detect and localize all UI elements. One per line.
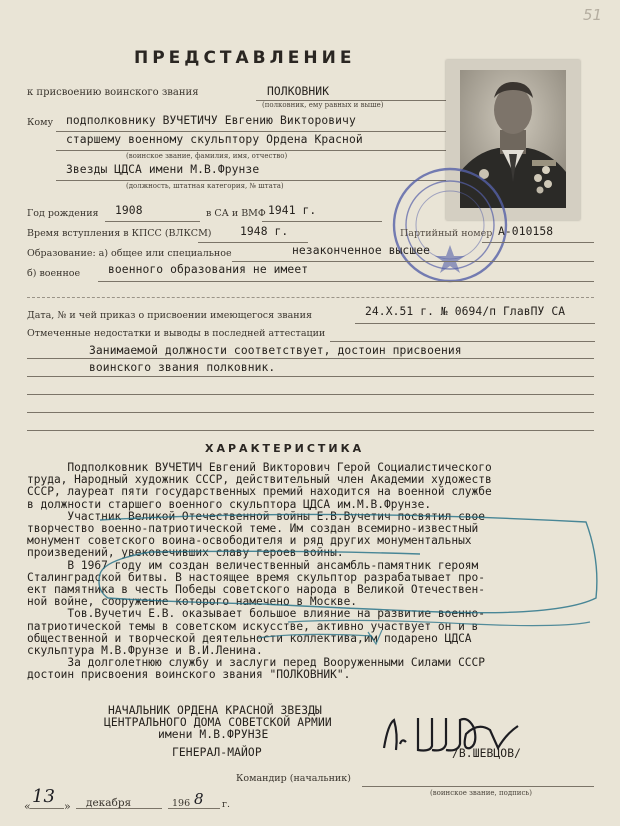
char-line: общественной и творческой деятельности коллектива,им подарено ЦДСА [27, 631, 472, 645]
whom-label: Кому [27, 117, 54, 128]
char-line: монумент советского воина-освободителя и ряд других монументальных [27, 534, 472, 548]
whom-line1: подполковнику ВУЧЕТИЧУ Евгению Викторовичу [66, 114, 356, 127]
education-military-value: военного образования не имеет [108, 263, 309, 276]
characteristic-title: ХАРАКТЕРИСТИКА [205, 442, 365, 455]
whom-line3: Звезды ЦДСА имени М.В.Фрунзе [66, 163, 260, 176]
signatory-line2: ЦЕНТРАЛЬНОГО ДОМА СОВЕТСКОЙ АРМИИ [104, 716, 332, 729]
birth-value: 1908 [115, 204, 143, 217]
rank-value: ПОЛКОВНИК [267, 85, 330, 98]
signatory-line1: НАЧАЛЬНИК ОРДЕНА КРАСНОЙ ЗВЕЗДЫ [108, 704, 322, 717]
char-line: Подполковник ВУЧЕТИЧ Евгений Викторович Герой Социалистического [27, 461, 492, 474]
char-line: ект памятника в честь Победы советского народа в Великой Отечествен- [27, 583, 486, 597]
date-year-unit: г. [222, 799, 230, 810]
char-line: За долголетнюю службу и заслуги перед Вооруженными Силами СССР [27, 656, 486, 670]
official-stamp [385, 160, 515, 290]
date-year-suffix: 8 [194, 790, 204, 808]
rank-caption: (полковник, ему равных и выше) [262, 101, 384, 109]
order-label: Дата, № и чей приказ о присвоении имеющегося звания [27, 310, 312, 321]
education-general-label: Образование: а) общее или специальное [27, 248, 232, 259]
char-line: творчество военно-патриотической теме. Им создан всемирно-известный [27, 522, 479, 536]
order-value: 24.Х.51 г. № 0694/п ГлавПУ СА [365, 305, 566, 318]
whom-line2: старшему военному скульптору Ордена Красной [66, 133, 363, 146]
quote-close: » [64, 800, 71, 813]
birth-label: Год рождения [27, 208, 99, 219]
char-line: труда, Народный художник СССР, действительный член Академии художеств [27, 473, 492, 487]
quote-open: « [24, 800, 31, 813]
party-number-value: А-010158 [498, 225, 554, 238]
char-line: скульптура М.В.Фрунзе и В.И.Ленина. [27, 644, 263, 658]
party-label: Время вступления в КПСС (ВЛКСМ) [27, 228, 212, 239]
characteristic-body [27, 462, 602, 682]
attestation-line1: Занимаемой должности соответствует, достоин присвоения [89, 344, 462, 357]
char-line: Тов.Вучетич Е.В. оказывает большое влияние на развитие военно- [27, 607, 486, 621]
attestation-label: Отмеченные недостатки и выводы в последней аттестации [27, 328, 326, 339]
char-line: ной войне, сооружение которого намечено в Москве. [27, 595, 358, 609]
signatory-name: /В.ШЕВЦОВ/ [452, 747, 522, 760]
char-line: СССР, лауреат пяти государственных премий находится на военной службе [27, 485, 492, 499]
char-line: достоин присвоения воинского звания "ПОЛКОВНИК". [27, 668, 351, 682]
whom-caption2: (должность, штатная категория, № штата) [126, 182, 284, 190]
signature [378, 704, 528, 764]
attestation-line2: воинского звания полковник. [89, 361, 276, 374]
archive-number: 51 [583, 6, 603, 24]
char-line: В 1967 году им создан величественный ансамбль-памятник героям [27, 558, 479, 572]
document-title: ПРЕДСТАВЛЕНИЕ [134, 48, 356, 68]
service-label: в СА и ВМФ [206, 208, 266, 219]
signatory-line3: имени М.В.ФРУНЗЕ [158, 728, 269, 741]
service-value: 1941 г. [268, 204, 317, 217]
char-line: в должности старшего военного скульптора ЦДСА им.М.В.Фрунзе. [27, 497, 432, 511]
date-year-prefix: 196 [172, 798, 191, 809]
education-military-label: б) военное [27, 268, 81, 279]
date-day: 13 [32, 786, 55, 807]
education-general-value: незаконченное высшее [292, 244, 431, 257]
party-value: 1948 г. [240, 225, 289, 238]
date-month: декабря [86, 797, 132, 809]
commander-label: Командир (начальник) [236, 773, 351, 784]
char-line: патриотической темы в советском искусстве, активно участвует он и в [27, 619, 479, 633]
commander-caption: (воинское звание, подпись) [430, 789, 532, 797]
whom-caption1: (воинское звание, фамилия, имя, отчество) [126, 152, 288, 160]
char-line: произведений, увековечивших славу героев войны. [27, 546, 344, 560]
signatory-rank: ГЕНЕРАЛ-МАЙОР [172, 746, 262, 759]
char-line: Сталинградской битвы. В настоящее время скульптор разрабатывает про- [27, 570, 486, 584]
party-number-label: Партийный номер [400, 228, 493, 239]
char-line: Участник Великой Отечественной войны Е.В.Вучетич посвятил свое [27, 509, 486, 523]
rank-label: к присвоению воинского звания [27, 87, 199, 98]
